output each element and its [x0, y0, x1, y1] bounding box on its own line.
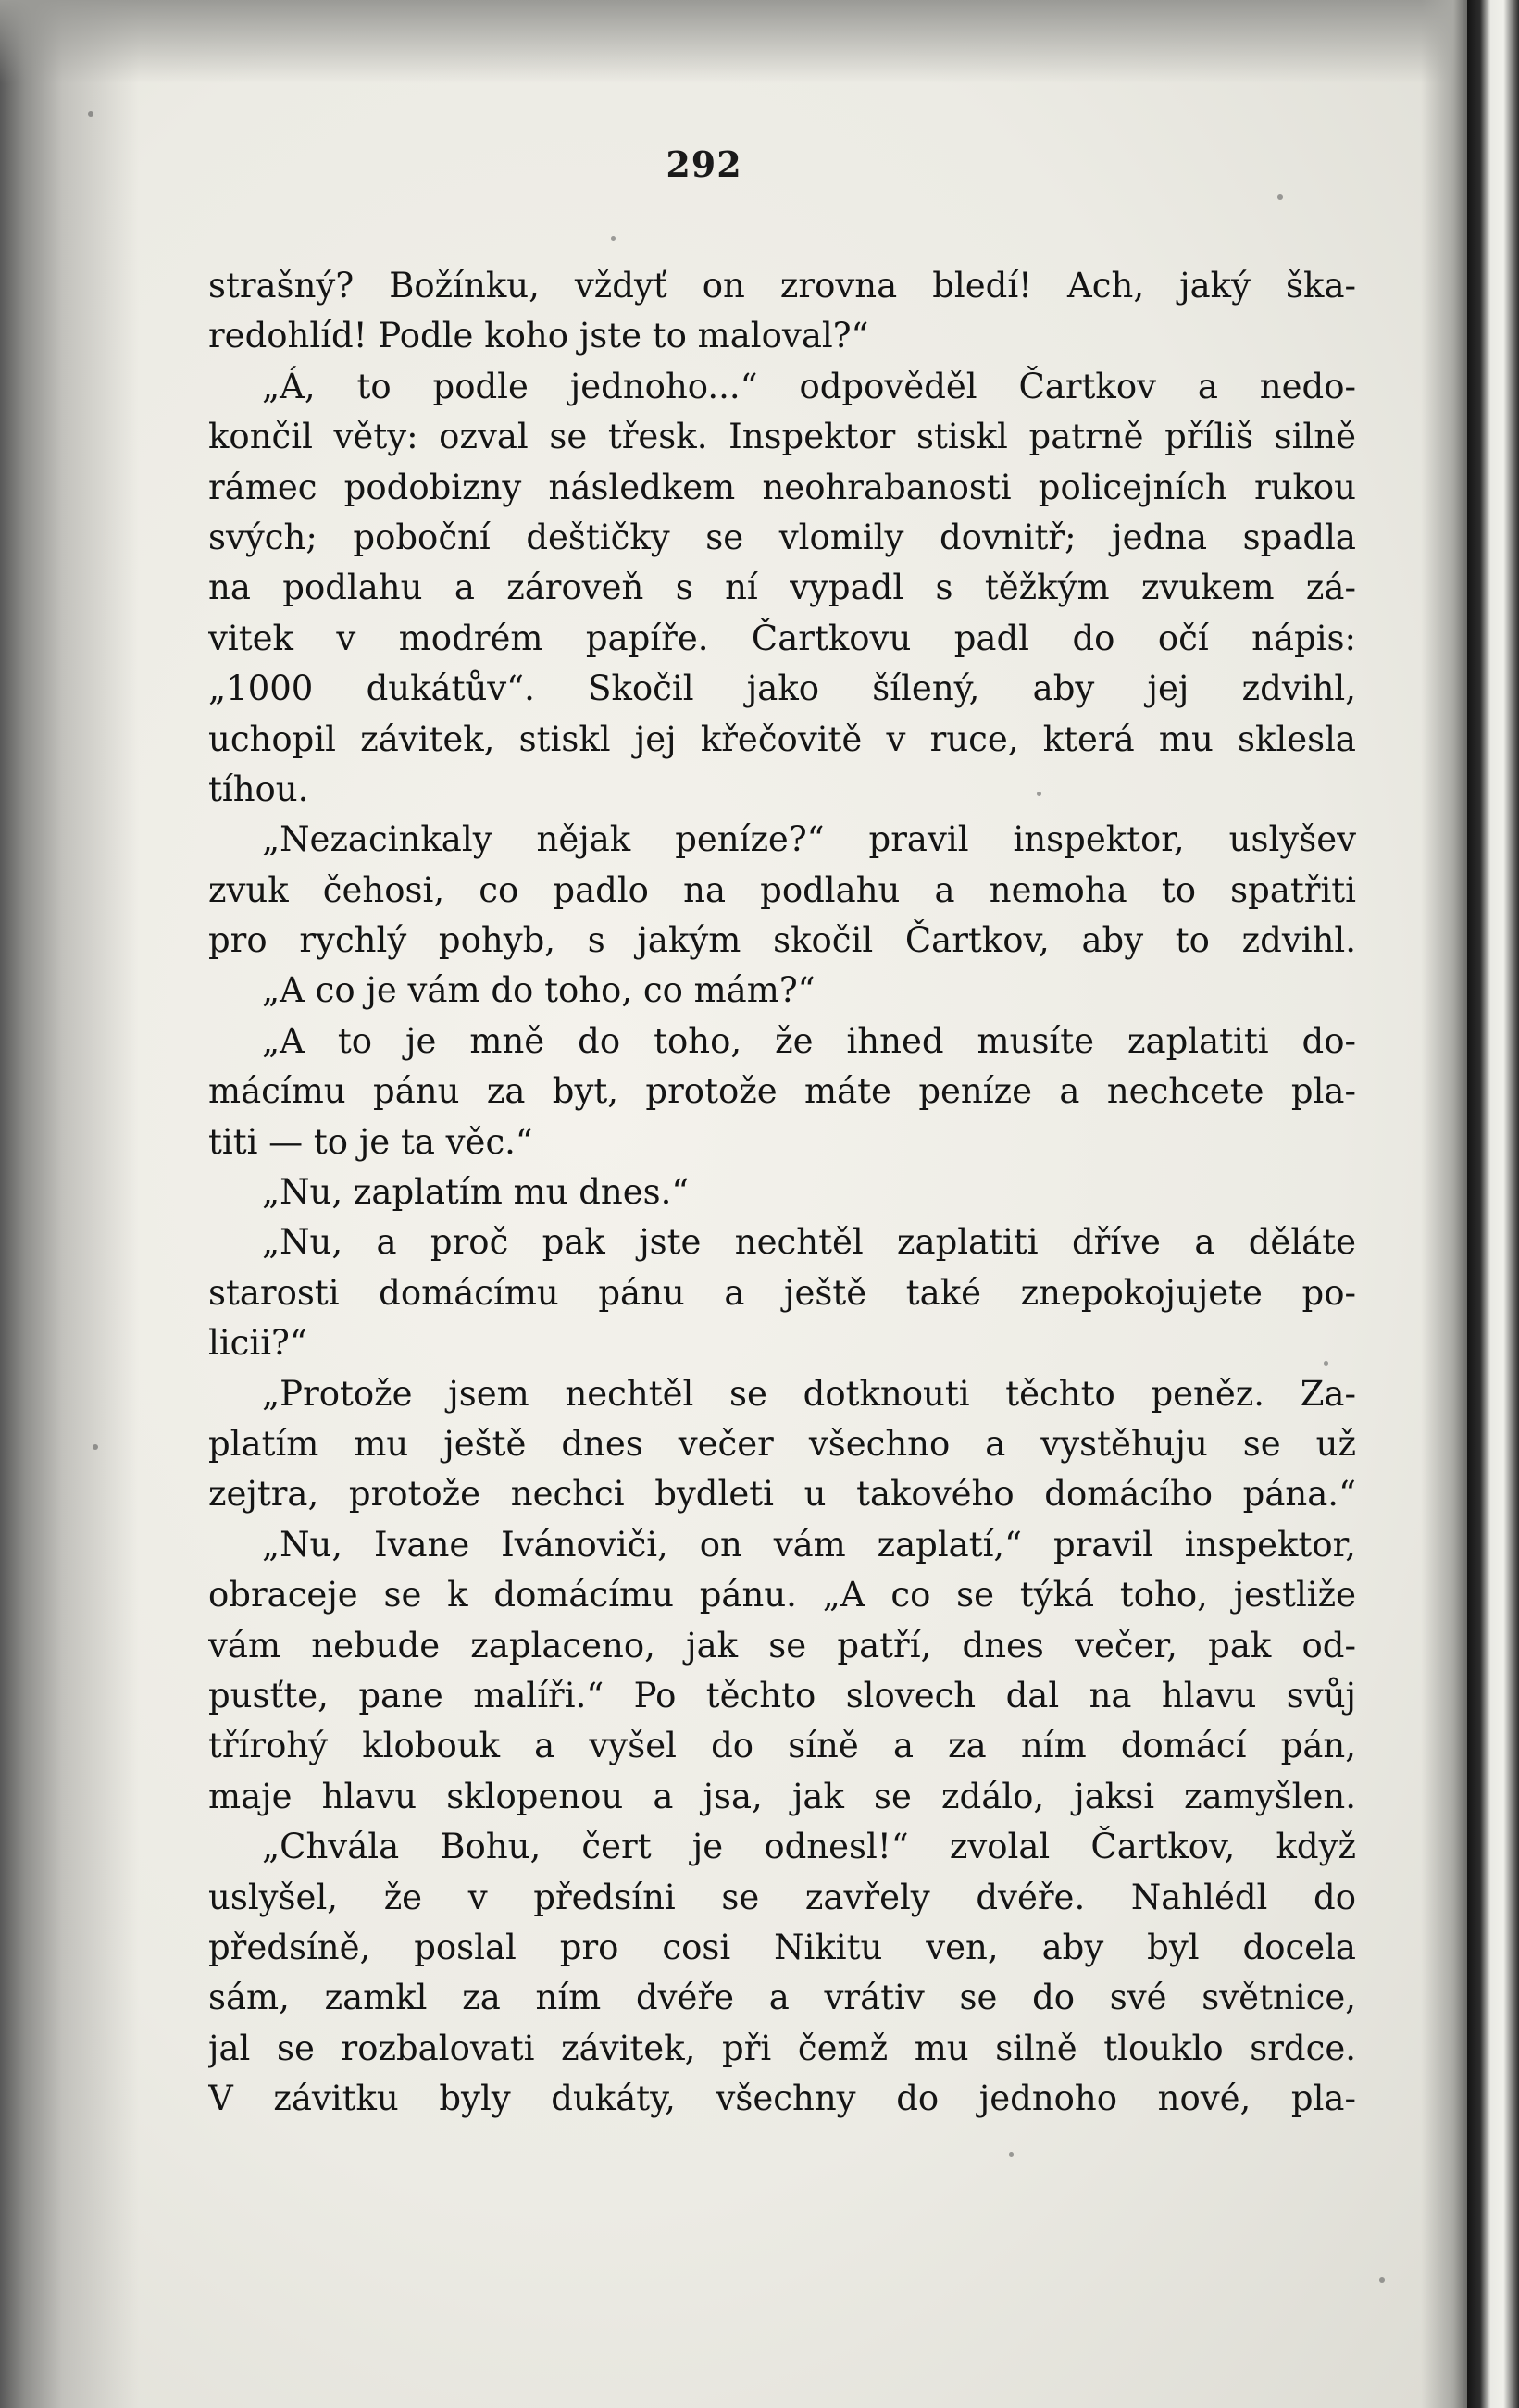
text-line: zvuk čehosi, co padlo na podlahu a nemoha to spatřiti — [208, 869, 1356, 910]
text-line: končil věty: ozval se třesk. Inspektor stiskl patrně příliš silně — [208, 417, 1356, 457]
text-line: „A co je vám do toho, co mám?“ — [262, 970, 816, 1011]
text-line: mácímu pánu za byt, protože máte peníze a nechcete pla- — [208, 1071, 1356, 1112]
text-line: „Nu, a proč pak jste nechtěl zaplatiti dříve a děláte — [262, 1222, 1356, 1263]
text-line: redohlíd! Podle koho jste to maloval?“ — [208, 316, 869, 356]
scan-speck — [1379, 2277, 1385, 2283]
text-line: jal se rozbalovati závitek, při čemž mu silně tlouklo srdce. — [208, 2027, 1356, 2068]
right-edge-shadow — [1421, 0, 1467, 2408]
book-gutter — [1467, 0, 1519, 2408]
text-line: „Chvála Bohu, čert je odnesl!“ zvolal Čartkov, když — [262, 1827, 1356, 1867]
text-line: třírohý klobouk a vyšel do síně a za ním domácí pán, — [208, 1726, 1356, 1766]
top-edge-shadow — [0, 0, 1467, 83]
text-line: platím mu ještě dnes večer všechno a vystěhuju se už — [208, 1423, 1356, 1464]
text-line: „Nu, Ivane Ivánoviči, on vám zaplatí,“ pravil inspektor, — [262, 1524, 1356, 1565]
text-line: „Á, to podle jednoho...“ odpověděl Čartkov a nedo- — [262, 366, 1356, 406]
text-line: pro rychlý pohyb, s jakým skočil Čartkov, aby to zdvihl. — [208, 920, 1356, 961]
text-line: pusťte, pane malíři.“ Po těchto slovech dal na hlavu svůj — [208, 1675, 1356, 1716]
text-line: licii?“ — [208, 1323, 307, 1364]
text-line: obraceje se k domácímu pánu. „A co se týká toho, jestliže — [208, 1575, 1356, 1616]
page-number: 292 — [666, 143, 742, 185]
scan-speck — [93, 1444, 98, 1450]
text-line: uslyšel, že v předsíni se zavřely dvéře. Nahlédl do — [208, 1877, 1356, 1917]
left-binding-shadow — [0, 0, 139, 2408]
text-line: V závitku byly dukáty, všechny do jednoho nové, pla- — [208, 2078, 1356, 2119]
scan-speck — [611, 236, 616, 241]
text-line: „1000 dukátův“. Skočil jako šílený, aby jej zdvihl, — [208, 668, 1356, 709]
text-line: svých; poboční deštičky se vlomily dovnitř; jedna spadla — [208, 517, 1356, 557]
text-line: titi — to je ta věc.“ — [208, 1121, 533, 1162]
text-line: uchopil závitek, stiskl jej křečovitě v ruce, která mu sklesla — [208, 718, 1356, 759]
text-line: vitek v modrém papíře. Čartkovu padl do očí nápis: — [208, 618, 1356, 658]
text-line: „Protože jsem nechtěl se dotknouti těchto peněz. Za- — [262, 1373, 1356, 1414]
text-line: na podlahu a zároveň s ní vypadl s těžkým zvukem zá- — [208, 568, 1356, 608]
text-line: „Nezacinkaly nějak peníze?“ pravil inspektor, uslyšev — [262, 819, 1356, 860]
scan-speck — [88, 111, 93, 117]
text-line: vám nebude zaplaceno, jak se patří, dnes večer, pak od- — [208, 1625, 1356, 1666]
body-text — [208, 261, 1356, 2124]
text-line: „Nu, zaplatím mu dnes.“ — [262, 1172, 690, 1213]
text-line: předsíně, poslal pro cosi Nikitu ven, aby byl docela — [208, 1927, 1356, 1967]
text-line: „A to je mně do toho, že ihned musíte zaplatiti do- — [262, 1020, 1356, 1061]
scan-speck — [1009, 2152, 1014, 2157]
text-line: zejtra, protože nechci bydleti u takového domácího pána.“ — [208, 1474, 1356, 1515]
text-line: sám, zamkl za ním dvéře a vrátiv se do své světnice, — [208, 1978, 1356, 2018]
text-line: strašný? Božínku, vždyť on zrovna bledí! Ach, jaký ška- — [208, 266, 1356, 306]
text-line: starosti domácímu pánu a ještě také znepokojujete po- — [208, 1272, 1356, 1313]
scan-speck — [1277, 194, 1283, 200]
text-line: rámec podobizny následkem neohrabanosti policejních rukou — [208, 467, 1356, 507]
text-line: maje hlavu sklopenou a jsa, jak se zdálo, jaksi zamyšlen. — [208, 1776, 1356, 1816]
text-line: tíhou. — [208, 768, 309, 809]
